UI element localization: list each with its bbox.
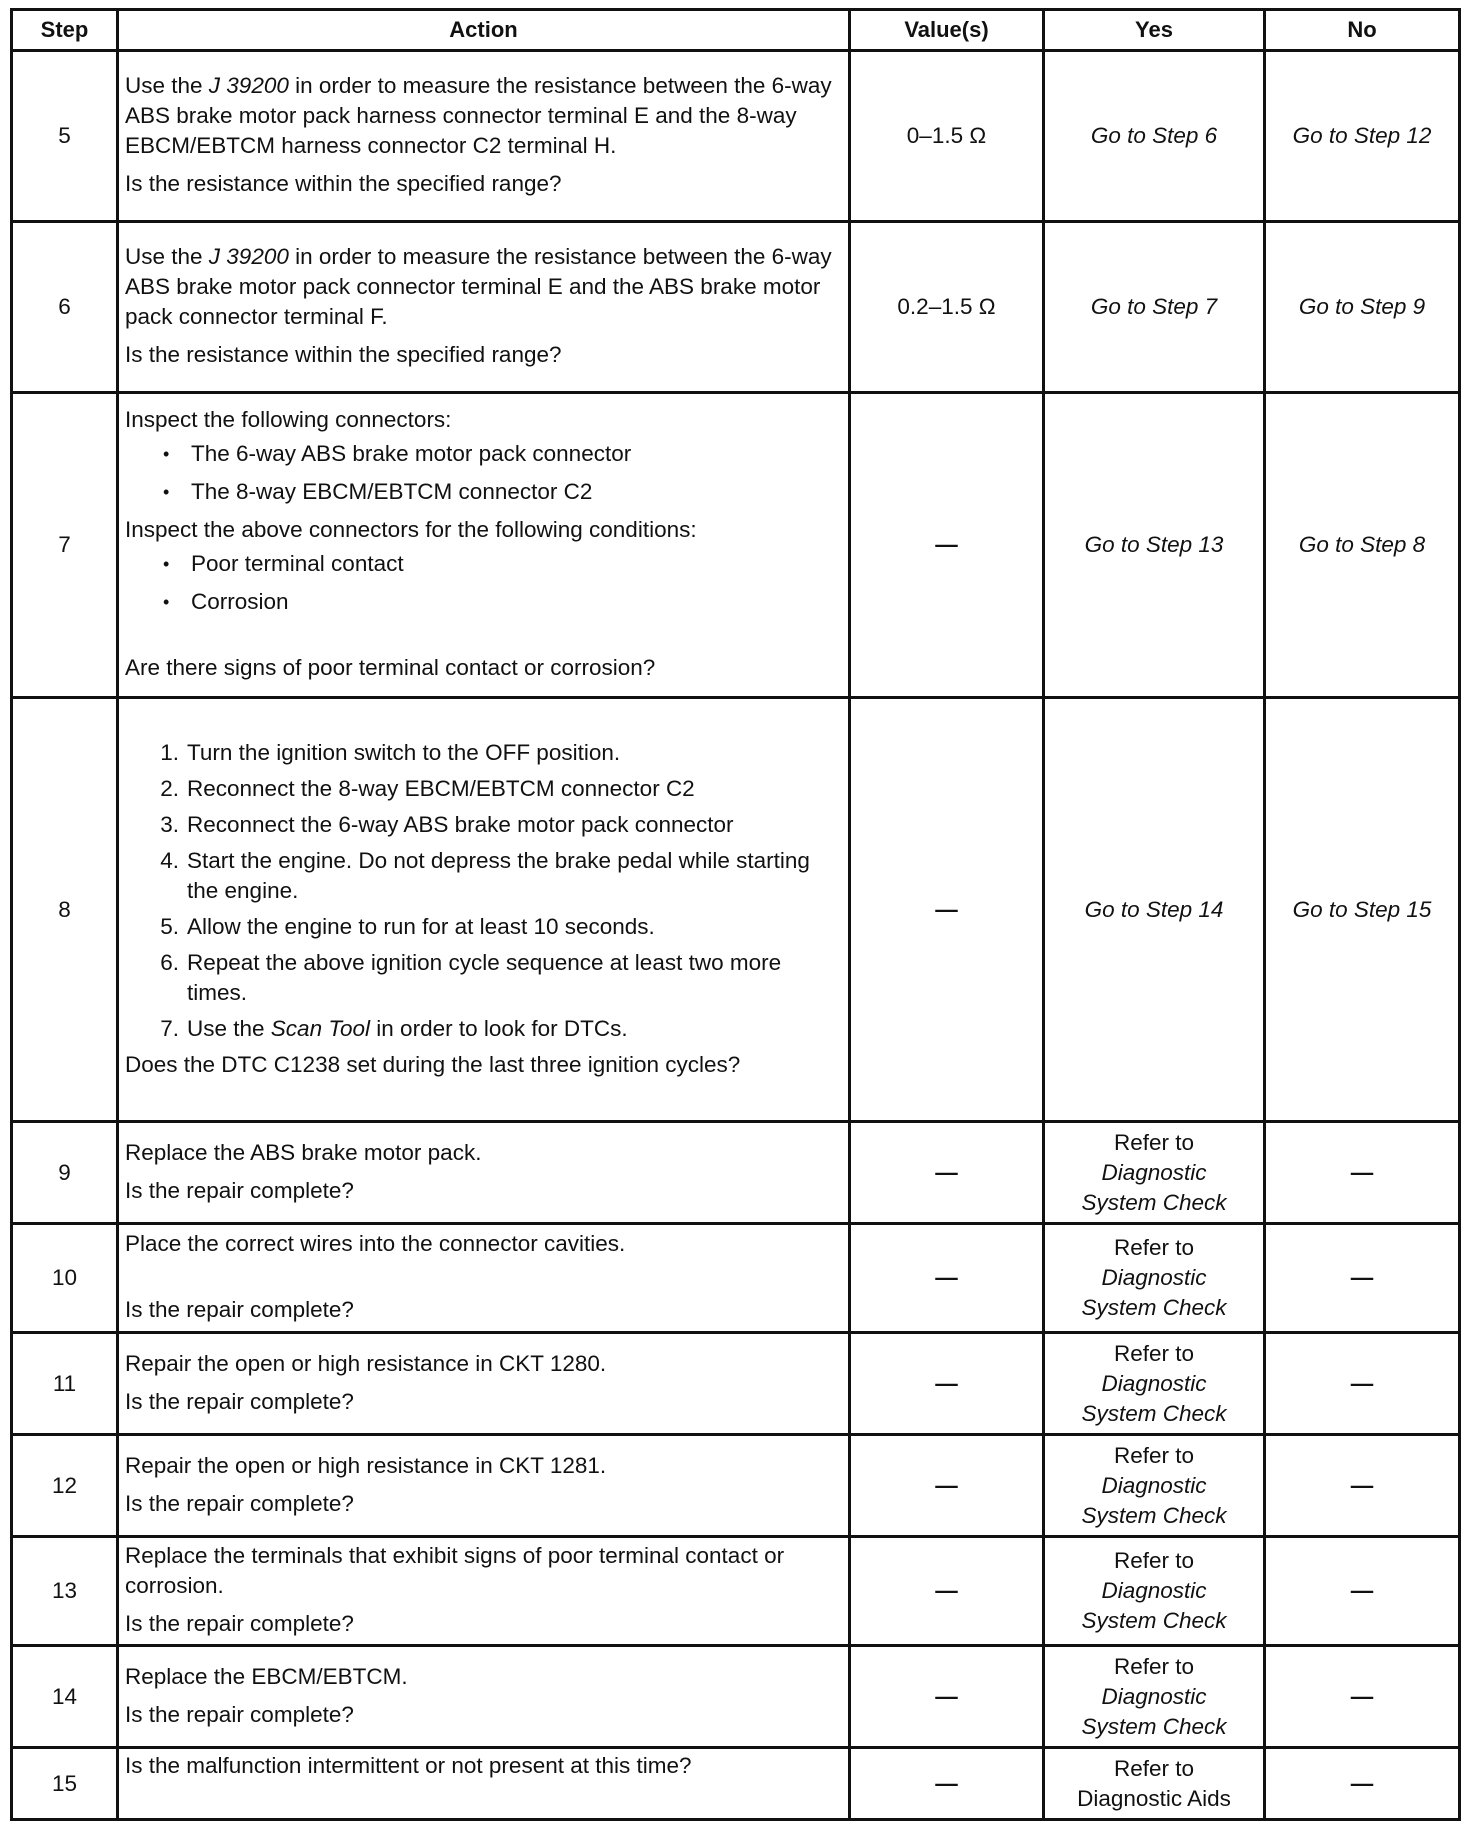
empty-dash: — <box>1350 1370 1374 1396</box>
table-row <box>12 222 1460 393</box>
list-item: 3. Reconnect the 6-way ABS brake motor pack connector <box>160 811 734 837</box>
value-cell <box>850 1333 1044 1435</box>
step-number: 9 <box>12 1122 118 1224</box>
step-number: 10 <box>12 1224 118 1333</box>
value-cell: 0–1.5 Ω <box>850 51 1044 222</box>
action-question: Is the repair complete? <box>125 1701 354 1727</box>
list-item: 2. Reconnect the 8-way EBCM/EBTCM connector C2 <box>160 775 695 801</box>
action-text: Repair the open or high resistance in CKT 1280. <box>125 1350 607 1376</box>
action-text: Use the J 39200 in order to measure the resistance between the 6-way ABS brake motor pack connector terminal E and the ABS brake motor pack connector terminal F. <box>125 244 832 329</box>
action-cell <box>118 1646 850 1748</box>
header-yes: Yes <box>1044 10 1265 51</box>
empty-dash: — <box>935 1159 958 1185</box>
value-cell <box>850 1435 1044 1537</box>
no-cell <box>1265 1537 1460 1646</box>
list-item: 5. Allow the engine to run for at least 10 seconds. <box>160 913 655 939</box>
step-number: 7 <box>12 393 118 698</box>
no-cell <box>1265 1333 1460 1435</box>
tool-name: J 39200 <box>208 244 289 269</box>
empty-dash: — <box>935 1370 958 1396</box>
yes-cell: Refer to Diagnostic System Check <box>1044 1333 1265 1435</box>
condition-list <box>125 549 842 617</box>
diagnostic-table-page <box>10 8 1458 1821</box>
step-number: 5 <box>12 51 118 222</box>
yes-cell: Refer to Diagnostic System Check <box>1044 1646 1265 1748</box>
yes-cell: Refer to Diagnostic Aids <box>1044 1748 1265 1820</box>
empty-dash: — <box>935 532 958 557</box>
action-question: Are there signs of poor terminal contact or corrosion? <box>125 655 656 680</box>
action-question: Is the resistance within the specified range? <box>125 342 562 367</box>
header-step: Step <box>12 10 118 51</box>
action-cell <box>118 1122 850 1224</box>
tool-name: J 39200 <box>208 73 289 98</box>
step-number: 11 <box>12 1333 118 1435</box>
table-row <box>12 698 1460 1122</box>
list-item: 4. Start the engine. Do not depress the brake pedal while starting the engine. <box>160 847 810 903</box>
header-values: Value(s) <box>850 10 1044 51</box>
step-number: 15 <box>12 1748 118 1820</box>
list-item: • The 6-way ABS brake motor pack connector <box>157 439 842 469</box>
value-cell <box>850 1748 1044 1820</box>
empty-dash: — <box>935 896 958 922</box>
list-item: • The 8-way EBCM/EBTCM connector C2 <box>157 477 842 507</box>
table-row <box>12 51 1460 222</box>
table-row <box>12 1224 1460 1333</box>
table-row <box>12 1537 1460 1646</box>
action-cell <box>118 51 850 222</box>
step-number: 12 <box>12 1435 118 1537</box>
yes-cell: Go to Step 13 <box>1044 393 1265 698</box>
step-number: 14 <box>12 1646 118 1748</box>
empty-dash: — <box>935 1683 958 1709</box>
action-text: Place the correct wires into the connector cavities. <box>125 1231 626 1256</box>
value-cell: 0.2–1.5 Ω <box>850 222 1044 393</box>
table-row <box>12 1435 1460 1537</box>
empty-dash: — <box>1350 1472 1374 1498</box>
value-cell <box>850 698 1044 1122</box>
action-cell <box>118 393 850 698</box>
value-cell <box>850 1537 1044 1646</box>
procedure-list <box>125 738 842 1044</box>
action-cell <box>118 1224 850 1333</box>
yes-cell: Go to Step 7 <box>1044 222 1265 393</box>
no-cell <box>1265 1224 1460 1333</box>
empty-dash: — <box>1350 1770 1374 1796</box>
action-cell <box>118 222 850 393</box>
list-item: • Corrosion <box>157 587 842 617</box>
header-no: No <box>1265 10 1460 51</box>
tool-name: Scan Tool <box>270 1015 371 1041</box>
no-cell: Go to Step 12 <box>1265 51 1460 222</box>
list-item: 1. Turn the ignition switch to the OFF position. <box>160 739 621 765</box>
value-cell <box>850 1224 1044 1333</box>
no-cell <box>1265 1748 1460 1820</box>
no-cell: Go to Step 9 <box>1265 222 1460 393</box>
value-cell <box>850 393 1044 698</box>
yes-cell: Go to Step 14 <box>1044 698 1265 1122</box>
yes-cell: Refer to Diagnostic System Check <box>1044 1435 1265 1537</box>
empty-dash: — <box>1350 1159 1374 1185</box>
action-question: Is the repair complete? <box>125 1611 354 1636</box>
connector-list <box>125 439 842 507</box>
table-row <box>12 1748 1460 1820</box>
no-cell <box>1265 1646 1460 1748</box>
action-text: Replace the EBCM/EBTCM. <box>125 1663 408 1689</box>
empty-dash: — <box>1350 1578 1374 1603</box>
action-text: Inspect the following connectors: <box>125 407 452 432</box>
action-question: Is the malfunction intermittent or not present at this time? <box>125 1753 692 1778</box>
action-cell <box>118 1537 850 1646</box>
action-text: Replace the terminals that exhibit signs of poor terminal contact or corrosion. <box>125 1543 785 1598</box>
action-question: Is the resistance within the specified range? <box>125 171 562 196</box>
list-item: 7. Use the Scan Tool in order to look for DTCs. <box>160 1015 628 1041</box>
table-row <box>12 1122 1460 1224</box>
action-question: Does the DTC C1238 set during the last three ignition cycles? <box>125 1051 741 1077</box>
table-row <box>12 1646 1460 1748</box>
action-question: Is the repair complete? <box>125 1490 354 1516</box>
empty-dash: — <box>935 1265 958 1290</box>
empty-dash: — <box>935 1578 958 1603</box>
value-cell <box>850 1122 1044 1224</box>
list-item: 6. Repeat the above ignition cycle sequence at least two more times. <box>160 949 782 1005</box>
yes-cell: Refer to Diagnostic System Check <box>1044 1122 1265 1224</box>
step-number: 6 <box>12 222 118 393</box>
no-cell <box>1265 1435 1460 1537</box>
action-text: Inspect the above connectors for the following conditions: <box>125 517 697 542</box>
no-cell <box>1265 1122 1460 1224</box>
action-cell <box>118 1435 850 1537</box>
no-cell: Go to Step 15 <box>1265 698 1460 1122</box>
table-row <box>12 1333 1460 1435</box>
empty-dash: — <box>935 1472 958 1498</box>
empty-dash: — <box>1350 1265 1374 1290</box>
value-cell <box>850 1646 1044 1748</box>
yes-cell: Refer to Diagnostic System Check <box>1044 1537 1265 1646</box>
table-row <box>12 393 1460 698</box>
step-number: 8 <box>12 698 118 1122</box>
diagnostic-table <box>10 8 1461 1821</box>
action-text: Replace the ABS brake motor pack. <box>125 1139 482 1165</box>
action-question: Is the repair complete? <box>125 1177 354 1203</box>
action-cell <box>118 698 850 1122</box>
header-row <box>12 10 1460 51</box>
no-cell: Go to Step 8 <box>1265 393 1460 698</box>
action-text: Use the J 39200 in order to measure the resistance between the 6-way ABS brake motor pack harness connector terminal E and the 8-way EBCM/EBTCM harness connector C2 terminal H. <box>125 73 832 158</box>
yes-cell: Go to Step 6 <box>1044 51 1265 222</box>
action-cell <box>118 1748 850 1820</box>
action-question: Is the repair complete? <box>125 1297 354 1322</box>
header-action: Action <box>118 10 850 51</box>
action-question: Is the repair complete? <box>125 1388 354 1414</box>
step-number: 13 <box>12 1537 118 1646</box>
yes-cell: Refer to Diagnostic System Check <box>1044 1224 1265 1333</box>
empty-dash: — <box>935 1770 958 1796</box>
action-text: Repair the open or high resistance in CKT 1281. <box>125 1452 607 1478</box>
list-item: • Poor terminal contact <box>157 549 842 579</box>
action-cell <box>118 1333 850 1435</box>
empty-dash: — <box>1350 1683 1374 1709</box>
